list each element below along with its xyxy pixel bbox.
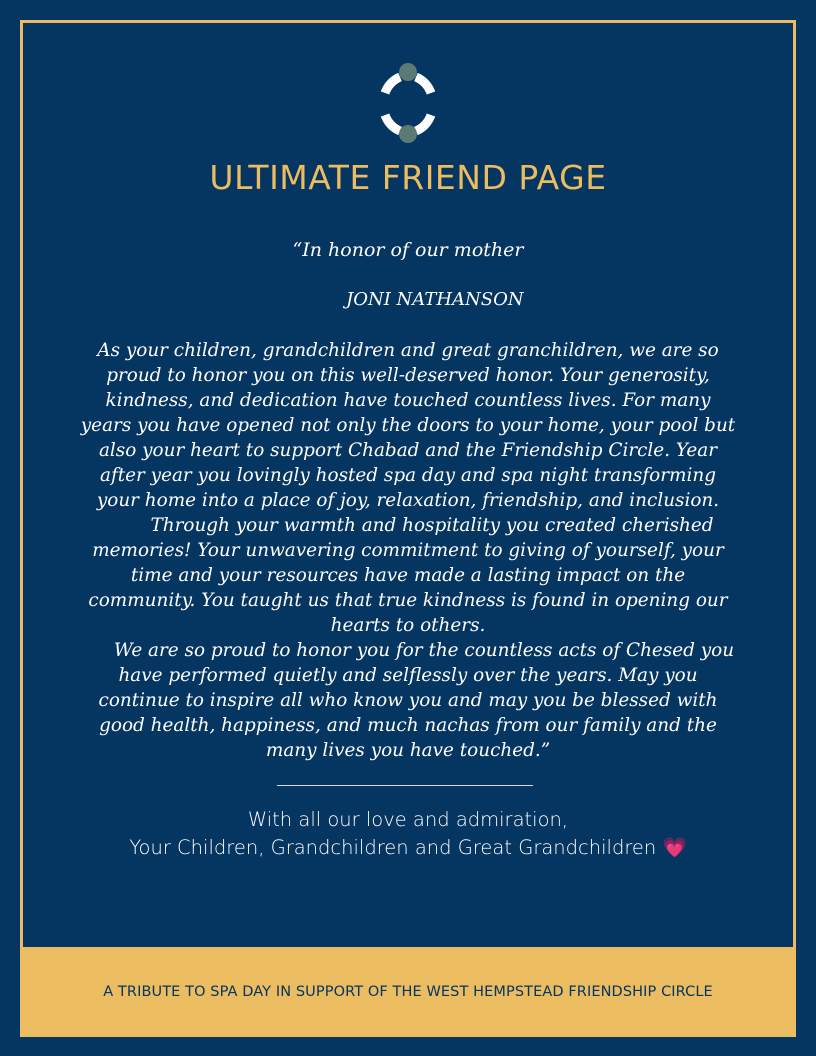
- page-title: ULTIMATE FRIEND PAGE: [209, 158, 607, 197]
- footer-band: [20, 947, 796, 1037]
- closing-line-2: Your Children, Grandchildren and Great Grandchildren: [129, 836, 657, 859]
- heart-icon: 💗: [662, 836, 687, 859]
- tribute-paragraph-1: As your children, grandchildren and great granchildren, we are so proud to honor you on this well-deserved honor. Your generosity, kindness, and dedication have touched countless lives. For many years you have opened not only the doors to your home, your pool but also your heart to support Chabad and the Friendship Circle. Year after year you lovingly hosted spa day and spa night transforming your home into a place of joy, relaxation, friendship, and inclusion.: [80, 340, 736, 511]
- honoree-name: JONI NATHANSON: [346, 289, 524, 310]
- footer-text: A TRIBUTE TO SPA DAY IN SUPPORT OF THE WEST HEMPSTEAD FRIENDSHIP CIRCLE: [103, 984, 713, 1000]
- tribute-intro: “In honor of our mother: [292, 239, 524, 261]
- tribute-message: [80, 338, 736, 763]
- closing-line-1: With all our love and admiration,: [247, 808, 569, 831]
- logo-bottom-dot: [399, 125, 417, 143]
- logo-top-dot: [399, 63, 417, 81]
- tribute-paragraph-2: Through your warmth and hospitality you created cherished memories! Your unwavering commitment to giving of yourself, your time and your resources have made a lasting impact on the community. You taught us that true kindness is found in opening our hearts to others.: [88, 515, 728, 636]
- tribute-paragraph-3: We are so proud to honor you for the countless acts of Chesed you have performed quietly and selflessly over the years. May you continue to inspire all who know you and may you be blessed with good health, happiness, and much nachas from our family and the many lives you have touched.”: [98, 640, 735, 761]
- divider-line: [277, 785, 533, 786]
- friendship-circle-logo: [366, 62, 450, 146]
- closing-signature: [0, 836, 816, 859]
